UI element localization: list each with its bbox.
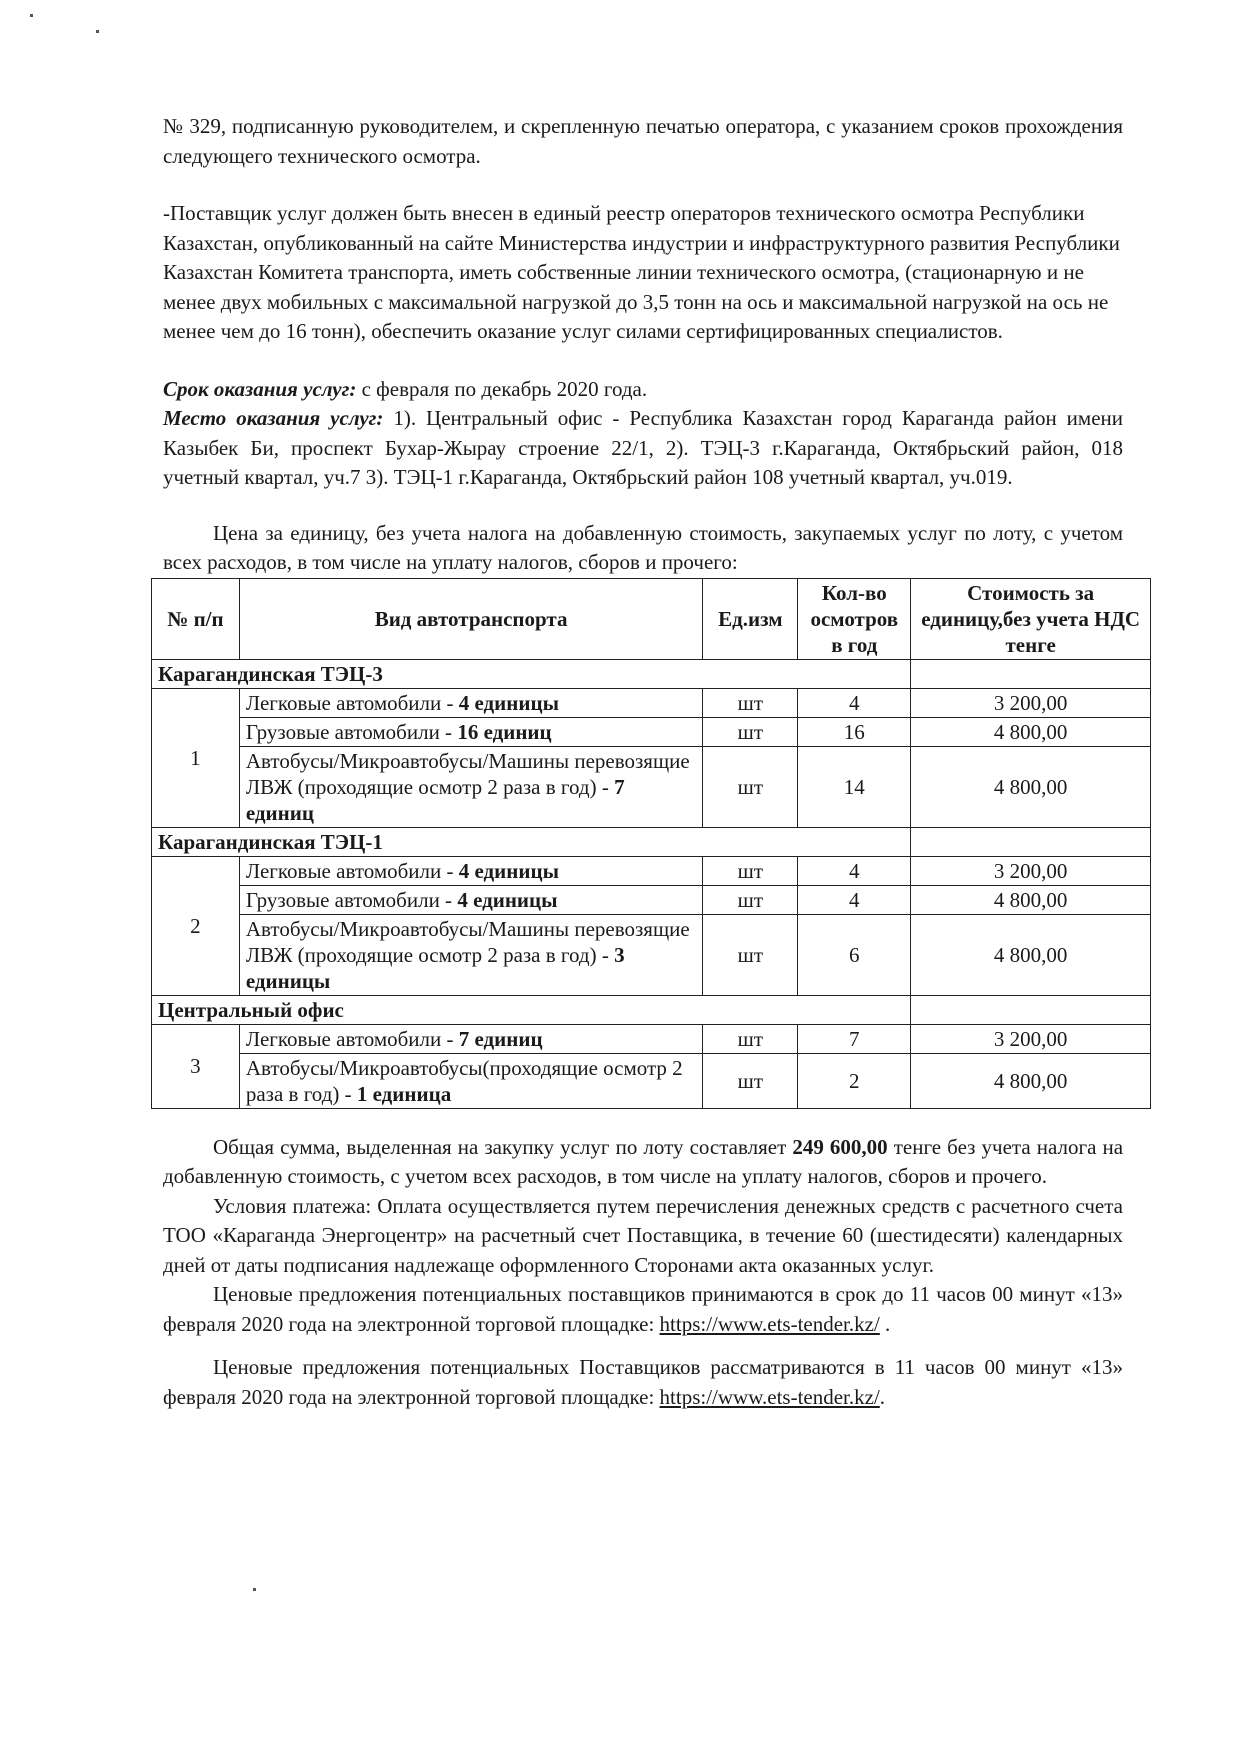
service-place-label: Место оказания услуг: xyxy=(163,406,384,430)
vehicle-type xyxy=(239,717,703,746)
table-group-row xyxy=(152,659,1151,688)
vehicle-type xyxy=(239,856,703,885)
table-row xyxy=(152,1053,1151,1108)
price-cell: 3 200,00 xyxy=(911,856,1151,885)
vehicle-count: 16 единиц xyxy=(457,719,552,744)
unit-cell: шт xyxy=(703,1024,798,1053)
vehicle-type-text: Автобусы/Микроавтобусы(проходящие осмотр 2 раза в год) - xyxy=(245,1055,683,1106)
scan-speck xyxy=(253,1588,256,1591)
vehicle-type xyxy=(239,1024,703,1053)
vehicle-type-text: Грузовые автомобили - xyxy=(245,719,458,744)
vehicle-type xyxy=(239,885,703,914)
price-table xyxy=(151,578,1151,1109)
table-row xyxy=(152,885,1151,914)
review-link[interactable]: https://www.ets-tender.kz/ xyxy=(659,1384,880,1409)
header-vehicle: Вид автотранспорта xyxy=(239,578,703,659)
unit-cell: шт xyxy=(703,688,798,717)
qty-cell: 4 xyxy=(798,856,911,885)
table-header-row xyxy=(152,578,1151,659)
vehicle-type xyxy=(239,914,703,995)
vehicle-type-text: Грузовые автомобили - xyxy=(245,887,458,912)
price-cell: 3 200,00 xyxy=(911,1024,1151,1053)
scan-speck xyxy=(96,30,99,33)
accept-paragraph xyxy=(163,1280,1123,1339)
review-tail: . xyxy=(879,1384,886,1409)
price-intro: Цена за единицу, без учета налога на добавленную стоимость, закупаемых услуг по лоту, с учетом всех расходов, в том числе на уплату налогов, сборов и прочего: xyxy=(163,520,1123,574)
total-after: тенге без учета налога на добавленную стоимость, с учетом всех расходов, в том числе на уплату налогов, сборов и прочего. xyxy=(163,1134,1124,1188)
table-group-row xyxy=(152,827,1151,856)
vehicle-type xyxy=(239,746,703,827)
vehicle-type-text: Легковые автомобили - xyxy=(245,690,459,715)
vehicle-count: 3 единицы xyxy=(245,942,625,993)
price-cell: 4 800,00 xyxy=(911,1053,1151,1108)
table-row xyxy=(152,688,1151,717)
group-title: Центральный офис xyxy=(152,995,911,1024)
scan-speck xyxy=(30,14,33,17)
unit-cell: шт xyxy=(703,885,798,914)
header-unit: Ед.изм xyxy=(703,578,798,659)
document-page xyxy=(158,112,1141,1412)
group-empty-cell xyxy=(911,827,1151,856)
total-amount: 249 600,00 xyxy=(792,1134,888,1159)
table-row xyxy=(152,1024,1151,1053)
price-cell: 4 800,00 xyxy=(911,717,1151,746)
group-title: Карагандинская ТЭЦ-1 xyxy=(152,827,911,856)
qty-cell: 4 xyxy=(798,885,911,914)
vehicle-type xyxy=(239,688,703,717)
vehicle-type-text: Автобусы/Микроавтобусы/Машины перевозящие ЛВЖ (проходящие осмотр 2 раза в год) - xyxy=(245,916,690,967)
vehicle-count: 4 единицы xyxy=(458,690,559,715)
qty-cell: 16 xyxy=(798,717,911,746)
vehicle-count: 7 единиц xyxy=(245,774,625,825)
qty-cell: 7 xyxy=(798,1024,911,1053)
vehicle-type-text: Легковые автомобили - xyxy=(245,858,459,883)
header-price: Стоимость за единицу,без учета НДС тенге xyxy=(911,578,1151,659)
unit-cell: шт xyxy=(703,914,798,995)
group-empty-cell xyxy=(911,659,1151,688)
unit-cell: шт xyxy=(703,1053,798,1108)
total-before: Общая сумма, выделенная на закупку услуг по лоту составляет xyxy=(213,1134,793,1159)
row-number: 1 xyxy=(152,688,240,827)
qty-cell: 4 xyxy=(798,688,911,717)
intro-paragraph: № 329, подписанную руководителем, и скрепленную печатью оператора, с указанием сроков прохождения следующего технического осмотра. xyxy=(163,114,1123,168)
vehicle-count: 1 единица xyxy=(356,1081,452,1106)
table-row xyxy=(152,856,1151,885)
vehicle-type-text: Автобусы/Микроавтобусы/Машины перевозящие ЛВЖ (проходящие осмотр 2 раза в год) - xyxy=(245,748,690,799)
vehicle-type xyxy=(239,1053,703,1108)
total-paragraph xyxy=(163,1133,1123,1192)
price-cell: 3 200,00 xyxy=(911,688,1151,717)
accept-text: Ценовые предложения потенциальных поставщиков принимаются в срок до 11 часов 00 минут «13» февраля 2020 года на электронной торговой площадке: xyxy=(163,1282,1123,1336)
header-qty: Кол-во осмотров в год xyxy=(798,578,911,659)
service-place xyxy=(163,404,1123,493)
vehicle-count: 4 единицы xyxy=(457,887,558,912)
payment-terms: Условия платежа: Оплата осуществляется путем перечисления денежных средств с расчетного счета ТОО «Караганда Энергоцентр» на расчетный счет Поставщика, в течение 60 (шестидесяти) календарных дней от даты подписания надлежаще оформленного Сторонами акта оказанных услуг. xyxy=(163,1193,1123,1277)
service-term-label: Срок оказания услуг: xyxy=(163,376,357,401)
accept-tail: . xyxy=(879,1311,891,1336)
row-number: 3 xyxy=(152,1024,240,1108)
price-cell: 4 800,00 xyxy=(911,746,1151,827)
table-row xyxy=(152,746,1151,827)
group-title: Карагандинская ТЭЦ-3 xyxy=(152,659,911,688)
vehicle-type-text: Легковые автомобили - xyxy=(245,1026,459,1051)
price-cell: 4 800,00 xyxy=(911,885,1151,914)
unit-cell: шт xyxy=(703,717,798,746)
supplier-requirements: -Поставщик услуг должен быть внесен в единый реестр операторов технического осмотра Республики Казахстан, опубликованный на сайте Министерства индустрии и инфраструктурного развития Республики Казахстан Комитета транспорта, иметь собственные линии технического осмотра, (стационарную и не менее двух мобильных с максимальной нагрузкой до 3,5 тонн на ось и максимальной нагрузкой на ось не менее чем до 16 тонн), обеспечить оказание услуг силами сертифицированных специалистов. xyxy=(163,201,1120,343)
vehicle-count: 4 единицы xyxy=(458,858,559,883)
table-row xyxy=(152,717,1151,746)
qty-cell: 2 xyxy=(798,1053,911,1108)
accept-link[interactable]: https://www.ets-tender.kz/ xyxy=(659,1311,880,1336)
review-text: Ценовые предложения потенциальных Поставщиков рассматриваются в 11 часов 00 минут «13» февраля 2020 года на электронной торговой площадке: xyxy=(163,1355,1123,1409)
vehicle-count: 7 единиц xyxy=(458,1026,543,1051)
qty-cell: 14 xyxy=(798,746,911,827)
service-term-value: с февраля по декабрь 2020 года. xyxy=(356,376,648,401)
unit-cell: шт xyxy=(703,856,798,885)
price-cell: 4 800,00 xyxy=(911,914,1151,995)
qty-cell: 6 xyxy=(798,914,911,995)
service-term xyxy=(163,375,1123,405)
service-place-value: 1). Центральный офис - Республика Казахстан город Караганда район имени Казыбек Би, проспект Бухар-Жырау строение 22/1, 2). ТЭЦ-3 г.Караганда, Октябрьский район, 018 учетный квартал, уч.7 3). ТЭЦ-1 г.Караганда, Октябрьский район 108 учетный квартал, уч.019. xyxy=(163,406,1123,489)
table-row xyxy=(152,914,1151,995)
unit-cell: шт xyxy=(703,746,798,827)
row-number: 2 xyxy=(152,856,240,995)
header-num: № п/п xyxy=(152,578,240,659)
review-paragraph xyxy=(163,1353,1123,1412)
group-empty-cell xyxy=(911,995,1151,1024)
table-group-row xyxy=(152,995,1151,1024)
